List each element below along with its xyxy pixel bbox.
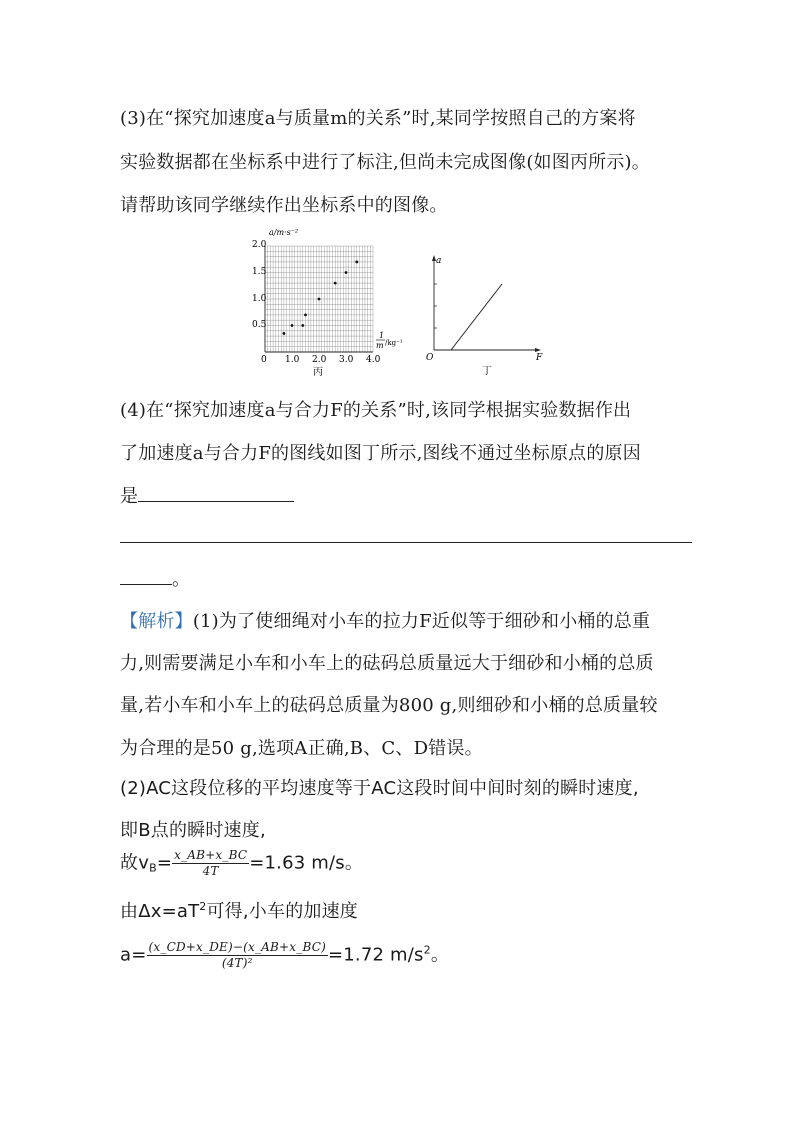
ding-y-label: a [436,256,442,266]
bing-data-point-8 [355,261,358,264]
analysis-tag: 【解析】 [120,611,193,632]
q4-line-5 [120,565,190,591]
q4-line-1: (4)在“探究加速度a与合力F的关系”时,该同学根据实验数据作出 [120,400,632,421]
a-numerator: (x_CD+x_DE)−(x_AB+x_BC) [148,940,326,954]
bing-y-tick-1.0: 1.0 [252,294,267,304]
q4-answer-prefix: 是 [120,486,139,507]
delta-suffix: 可得,小车的加速度 [206,901,359,922]
bing-data-point-7 [345,271,348,274]
bing-y-tick-1.5: 1.5 [252,267,267,277]
analysis-p1-line-2: 力,则需要满足小车和小车上的砝码总质量远大于细砂和小桶的总质 [120,653,654,674]
ding-x-arrow [535,348,541,352]
a-prefix: a= [120,944,147,966]
analysis-p1-line-4: 为合理的是50 g,选项A正确,B、C、D错误。 [120,738,483,759]
bing-data-point-5 [318,298,321,301]
vb-subscript: B [149,861,157,875]
ding-y-ticks [434,284,437,328]
analysis-p2-line-2: 即B点的瞬时速度, [120,820,266,841]
ding-a-f-line [451,284,502,350]
q4-answer-blank-3[interactable] [120,570,172,585]
bing-x-tick-0: 0 [261,355,267,365]
q3-line-1: (3)在“探究加速度a与质量m的关系”时,某同学按照自己的方案将 [120,108,636,129]
analysis-p1-line-1 [120,607,650,633]
analysis-p2-line-1: (2)AC这段位移的平均速度等于AC这段时间中间时刻的瞬时速度, [120,778,639,799]
a-fraction [147,940,328,971]
a-result: =1.72 m/s [327,944,424,966]
bing-data-point-3 [301,324,304,327]
q4-line-2: 了加速度a与合力F的图线如图丁所示,图线不通过坐标原点的原因 [120,443,641,464]
ding-x-label: F [536,353,543,363]
ding-origin-label: O [426,353,434,363]
ding-caption: 丁 [482,366,492,377]
figure-ding [420,250,550,380]
analysis-p1-text-1: (1)为了使细绳对小车的拉力F近似等于细砂和小桶的总重 [192,611,651,632]
vb-prefix: 故v [120,852,150,874]
analysis-a-formula [120,940,449,984]
a-end-mark: 。 [430,944,450,966]
bing-points [283,261,359,335]
q4-line-3 [120,482,294,508]
bing-x-tick-3.0: 3.0 [339,355,354,365]
vb-equals: = [156,852,173,874]
bing-caption: 丙 [313,367,323,378]
q3-line-2: 实验数据都在坐标系中进行了标注,但尚未完成图像(如图丙所示)。 [120,152,650,173]
vb-result: =1.63 m/s。 [249,852,364,874]
q4-answer-blank-1[interactable] [138,487,294,502]
bing-data-point-2 [291,324,294,327]
figure-bing [245,226,403,378]
bing-x-label-num: 1 [379,331,385,340]
bing-x-label-unit: /kg⁻¹ [385,339,403,347]
q3-line-3: 请帮助该同学继续作出坐标系中的图像。 [120,195,448,216]
delta-prefix: 由Δx=aT [120,901,200,922]
bing-data-point-6 [334,282,337,285]
bing-x-tick-4.0: 4.0 [366,355,381,365]
bing-x-label-den: m [376,341,384,350]
bing-y-tick-0.5: 0.5 [252,320,267,330]
analysis-vb-formula [120,848,363,890]
vb-denominator: 4T [202,864,219,878]
bing-y-axis-label: a/m·s⁻² [269,228,299,237]
vb-numerator: x_AB+x_BC [174,848,248,862]
q4-answer-blank-2[interactable] [120,542,692,543]
a-superscript: 2 [423,943,431,957]
bing-data-point-4 [304,314,307,317]
analysis-p1-line-3: 量,若小车和小车上的砝码总质量为800 g,则细砂和小桶的总质量较 [120,695,658,716]
a-denominator: (4T)² [221,956,253,970]
bing-y-tick-2.0: 2.0 [252,240,267,250]
q4-end-mark: 。 [172,569,191,590]
bing-data-point-1 [283,332,286,335]
vb-fraction [172,848,249,879]
bing-x-tick-2.0: 2.0 [312,355,327,365]
bing-x-tick-1.0: 1.0 [285,355,300,365]
analysis-delta-line [120,897,358,923]
delta-superscript: 2 [199,900,207,913]
